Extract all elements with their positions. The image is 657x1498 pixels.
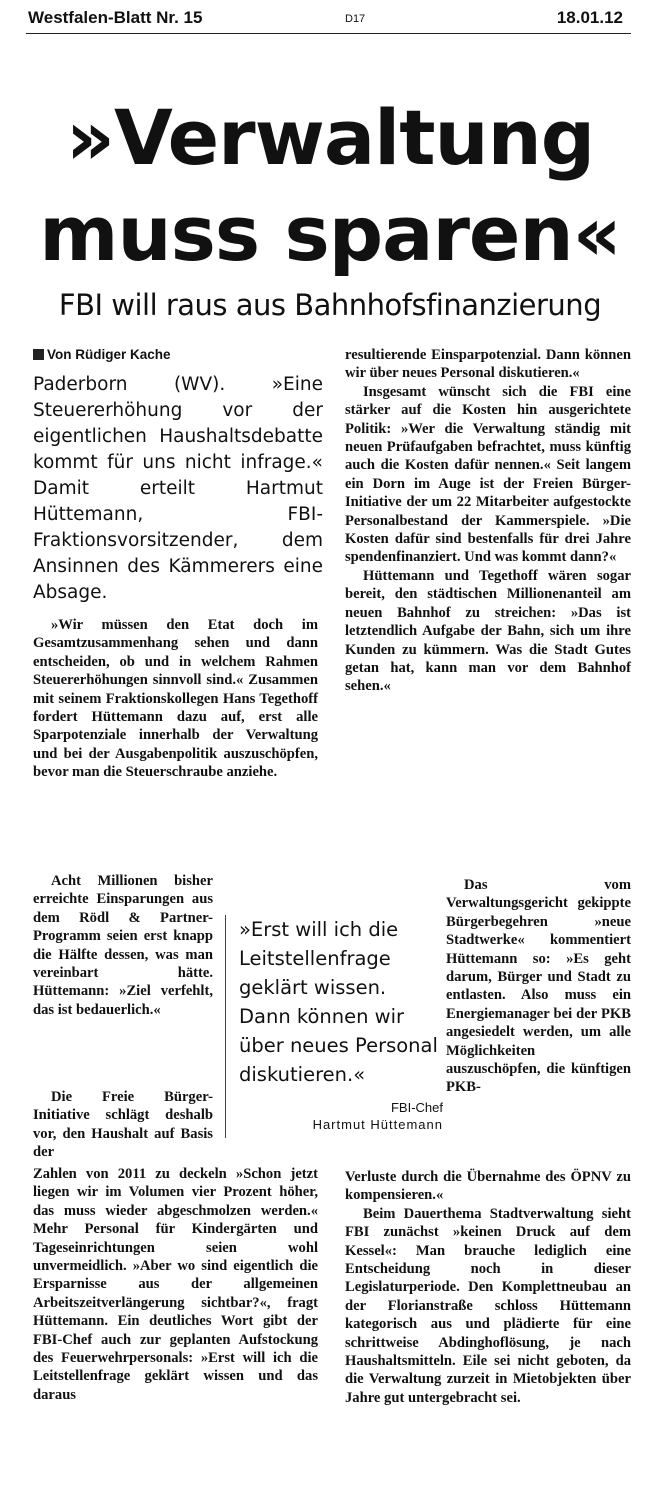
headline-line-2: muss sparen« (39, 189, 621, 278)
pull-quote-role: FBI-Chef (390, 1100, 443, 1115)
column-2-narrow (446, 876, 631, 1097)
paragraph: Die Freie Bürger-Initiative schlägt deshalb vor, den Haushalt auf Basis der (33, 1089, 213, 1161)
headline (30, 90, 630, 282)
paragraph: Hüttemann und Tegethoff wären sogar bereit, den städtischen Millionenanteil am neuen Bahnhof zu streichen: »Das ist letztendlich Aufgabe der Bahn, sich um ihre Kunden zu kümmern. Was die Stadt Gutes getan hat, kann man vor dem Bahnhof sehen.« (345, 567, 631, 695)
paragraph: Beim Dauerthema Stadtverwaltung sieht FBI zunächst »keinen Druck auf dem Kessel«: Man brauche lediglich eine Entscheidung noch in dieser Legislaturperiode. Den Komplettneubau an der Florianstraße schloss Hüttemann kategorisch aus und plädierte für eine schrittweise Abdinghoflösung, je nach Haushaltsmitteln. Eile sei nicht geboten, da die Verwaltung zurzeit in Mietobjekten über Jahre gut untergebracht sei. (345, 1205, 631, 1406)
header-rule (26, 33, 631, 34)
paragraph: Verluste durch die Übernahme des ÖPNV zu kompensieren.« (345, 1169, 631, 1204)
lead-paragraph: Paderborn (WV). »Eine Steuererhöhung vor der eigentlichen Haushaltsdebatte kommt für uns nicht infrage.« Damit erteilt Hartmut Hüttemann, FBI-Fraktionsvorsitzender, dem Ansinnen des Kämmerers eine Absage. (33, 374, 323, 603)
publication-name: Westfalen-Blatt Nr. 15 (28, 8, 203, 27)
byline (33, 347, 171, 362)
paragraph: Das vom Verwaltungsgericht gekippte Bürgerbegehren »neue Stadtwerke« kommentiert Hüttemann so: »Es geht darum, Bürger und Stadt zu entlasten. Also muss ein Energiemanager bei der PKB angesiedelt werden, um alle Möglichkeiten auszuschöpfen, die künftigen PKB- (446, 877, 631, 1096)
byline-text: Von Rüdiger Kache (47, 347, 171, 362)
paragraph: resultierende Einsparpotenzial. Dann können wir über neues Personal diskutieren.« (345, 347, 631, 382)
byline-square-icon (33, 349, 44, 360)
paragraph: »Wir müssen den Etat doch im Gesamtzusammenhang sehen und dann entscheiden, ob und in welchem Rahmen Steuererhöhungen sinnvoll sind.« Zusammen mit seinem Fraktionskollegen Hans Tegethoff fordert Hüttemann dazu auf, erst alle Sparpotenziale innerhalb der Verwaltung und bei der Ausgabenpolitik auszuschöpfen, bevor man die Steuerschraube anziehe. (33, 617, 318, 781)
publication-date: 18.01.12 (556, 8, 623, 27)
column-2-top (345, 346, 631, 696)
paragraph: Acht Millionen bisher erreichte Einsparungen aus dem Rödl & Partner-Programm seien erst knapp die Hälfte dessen, was man vereinbart hätte. Hüttemann: »Ziel verfehlt, das ist bedauerlich.« (33, 873, 213, 1018)
column-1-narrow (33, 872, 213, 1019)
column-1-narrow-2 (33, 1088, 213, 1162)
section-code: D17 (345, 13, 366, 25)
column-2-bottom (345, 1168, 631, 1407)
pull-quote-text: »Erst will ich die Leitstellenfrage geklärt wissen. Dann können wir über neues Personal diskutieren.« (239, 918, 438, 1086)
subheadline: FBI will raus aus Bahnhofsfinanzierung (58, 288, 602, 322)
column-1-top (33, 616, 318, 782)
paragraph: Zahlen von 2011 zu deckeln »Schon jetzt liegen wir im Volumen vier Prozent höher, das muss wieder abgeschmolzen werden.« Mehr Personal für Kindergärten und Tageseinrichtungen seien wohl unvermeidlich. »Aber wo sind eigentlich die Ersparnisse aus der allgemeinen Arbeitszeitverlängerung sichtbar?«, fragt Hüttemann. Ein deutliches Wort gibt der FBI-Chef auch zur geplanten Aufstockung des Feuerwehrpersonals: »Erst will ich die Leitstellenfrage geklärt wissen und das daraus (33, 1166, 318, 1403)
pull-quote-name: Hartmut Hüttemann (312, 1117, 443, 1132)
paragraph: Insgesamt wünscht sich die FBI eine stärker auf die Kosten hin ausgerichtete Politik: »Wer die Verwaltung ständig mit neuen Prüfaufgaben befrachtet, muss künftig auch die Kosten dafür nennen.« Seit langem ein Dorn im Auge ist der Freien Bürger-Initiative der um 22 Mitarbeiter aufgestockte Personalbestand der Kammerspiele. »Die Kosten dafür sind bestenfalls für drei Jahre spendenfinanziert. Und was kommt dann?« (345, 383, 631, 566)
headline-line-1: »Verwaltung (65, 93, 595, 182)
column-1-bottom (33, 1165, 318, 1404)
